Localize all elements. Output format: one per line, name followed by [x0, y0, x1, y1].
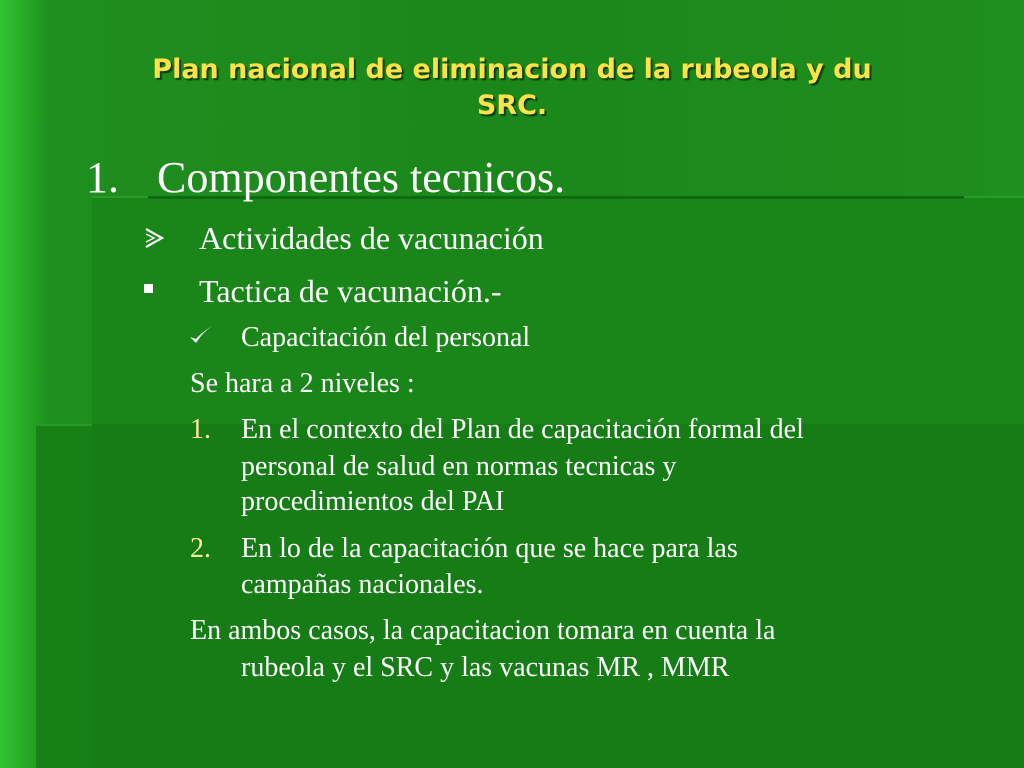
level-1-line-1: En el contexto del Plan de capacitación formal del — [241, 414, 804, 445]
closing-line-1: En ambos casos, la capacitacion tomara en cuenta la — [190, 615, 776, 646]
level-1-number: 1. — [190, 414, 211, 445]
bullet-item-actividades: Actividades de vacunación — [199, 220, 544, 256]
level-2-line-2: campañas nacionales. — [241, 569, 484, 600]
check-item-capacitacion: Capacitación del personal — [241, 322, 531, 353]
arrow-bullet-icon — [143, 227, 165, 249]
level-2-line-1: En lo de la capacitación que se hace para las — [241, 533, 738, 564]
slide-title-line-1: Plan nacional de eliminacion de la rubeola y du — [152, 54, 872, 85]
heading-text: Componentes tecnicos. — [157, 153, 566, 202]
heading-number: 1. — [86, 153, 119, 202]
levels-intro: Se hara a 2 niveles : — [190, 368, 415, 399]
level-1-line-2: personal de salud en normas tecnicas y — [241, 451, 677, 482]
level-1-line-3: procedimientos del PAI — [241, 486, 505, 517]
square-bullet-icon — [144, 284, 153, 293]
slide-title-line-2: SRC. — [476, 90, 548, 121]
closing-line-2: rubeola y el SRC y las vacunas MR , MMR — [241, 652, 730, 683]
bullet-item-tactica: Tactica de vacunación.- — [199, 273, 502, 309]
level-2-number: 2. — [190, 533, 211, 564]
check-icon — [188, 324, 214, 348]
